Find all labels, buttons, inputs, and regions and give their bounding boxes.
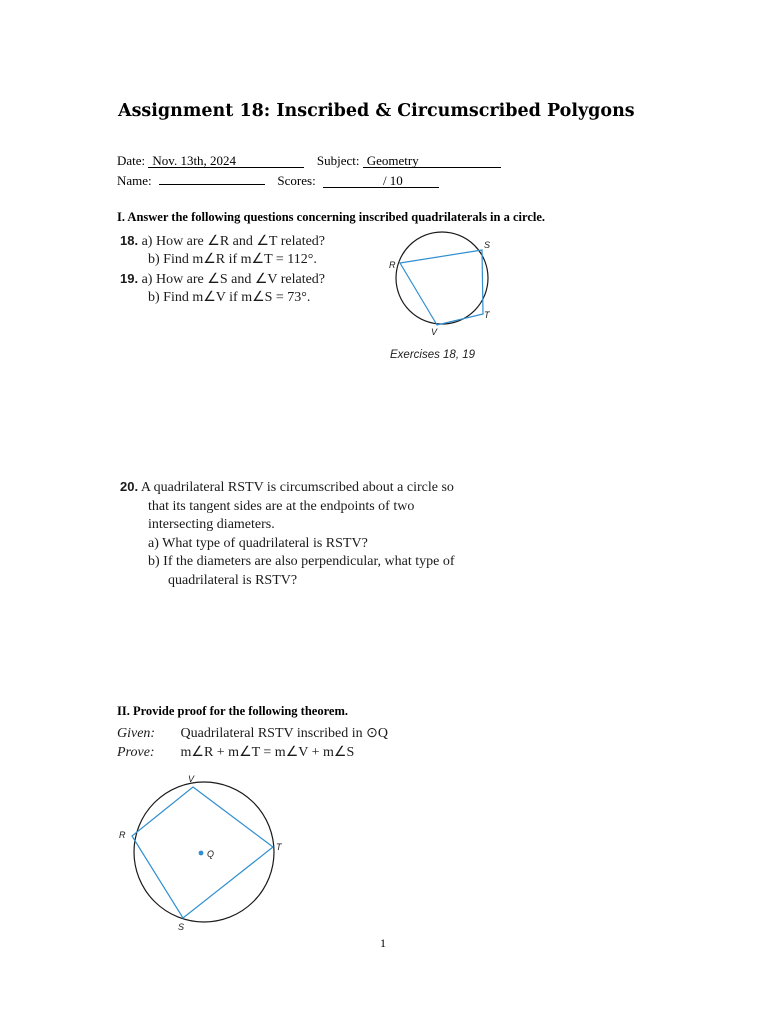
assignment-title: Assignment 18: Inscribed & Circumscribed Polygons: [118, 101, 635, 121]
exercise-20a: a) What type of quadrilateral is RSTV?: [148, 535, 368, 551]
exercise-19a: a) How are ∠S and ∠V related?: [141, 272, 326, 287]
section-1-heading: I. Answer the following questions concerning inscribed quadrilaterals in a circle.: [117, 210, 546, 224]
scores-field[interactable]: [323, 174, 439, 188]
inscribed-quadrilateral-figure: [385, 230, 505, 340]
vertex-label-r: R: [119, 830, 126, 840]
given-text: Quadrilateral RSTV inscribed in ⊙Q: [180, 726, 388, 741]
scores-label: Scores:: [277, 173, 316, 188]
page-number: 1: [380, 936, 386, 950]
scores-value: / 10: [382, 173, 403, 188]
exercise-18-number: 18.: [120, 233, 139, 248]
name-field[interactable]: [159, 184, 265, 185]
vertex-label-t: T: [276, 842, 282, 852]
exercise-20-line-3: intersecting diameters.: [148, 517, 275, 533]
proof-figure: [115, 770, 290, 935]
given-label: Given:: [117, 726, 156, 741]
date-field[interactable]: Nov. 13th, 2024: [148, 154, 304, 168]
circle: [396, 232, 491, 324]
exercise-18b: b) Find m∠R if m∠T = 112°.: [148, 252, 317, 267]
exercise-20-line-2: that its tangent sides are at the endpoints of two: [148, 498, 415, 514]
prove-text: m∠R + m∠T = m∠V + m∠S: [180, 745, 355, 760]
exercise-19: [120, 271, 325, 309]
name-scores-row: [117, 173, 439, 189]
vertex-label-s: S: [484, 240, 491, 250]
date-subject-row: [117, 153, 501, 169]
given-prove-block: [117, 724, 388, 762]
section-2-heading: II. Provide proof for the following theorem.: [117, 704, 348, 718]
vertex-label-v: V: [188, 774, 195, 784]
name-label: Name:: [117, 173, 152, 188]
exercise-18: [120, 233, 325, 271]
subject-field[interactable]: Geometry: [363, 154, 501, 168]
exercise-20-line-1: A quadrilateral RSTV is circumscribed about a circle so: [140, 480, 454, 495]
vertex-label-v: V: [431, 327, 438, 337]
center-label-q: Q: [207, 849, 215, 859]
exercise-20b-line-2: quadrilateral is RSTV?: [168, 572, 298, 588]
exercise-19b: b) Find m∠V if m∠S = 73°.: [148, 290, 311, 305]
exercise-19-number: 19.: [120, 271, 139, 286]
exercise-20b-line-1: b) If the diameters are also perpendicular, what type of: [148, 554, 455, 570]
exercise-20-number: 20.: [120, 479, 139, 494]
exercise-18a: a) How are ∠R and ∠T related?: [141, 234, 326, 249]
vertex-label-t: T: [484, 310, 490, 320]
date-label: Date:: [117, 153, 146, 168]
subject-label: Subject:: [316, 153, 360, 168]
vertex-label-r: R: [389, 260, 396, 270]
prove-label: Prove:: [117, 745, 155, 760]
figure-caption: Exercises 18, 19: [390, 349, 476, 361]
exercise-20: [120, 478, 455, 591]
vertex-label-s: S: [178, 922, 185, 932]
center-point-q: [199, 851, 204, 856]
